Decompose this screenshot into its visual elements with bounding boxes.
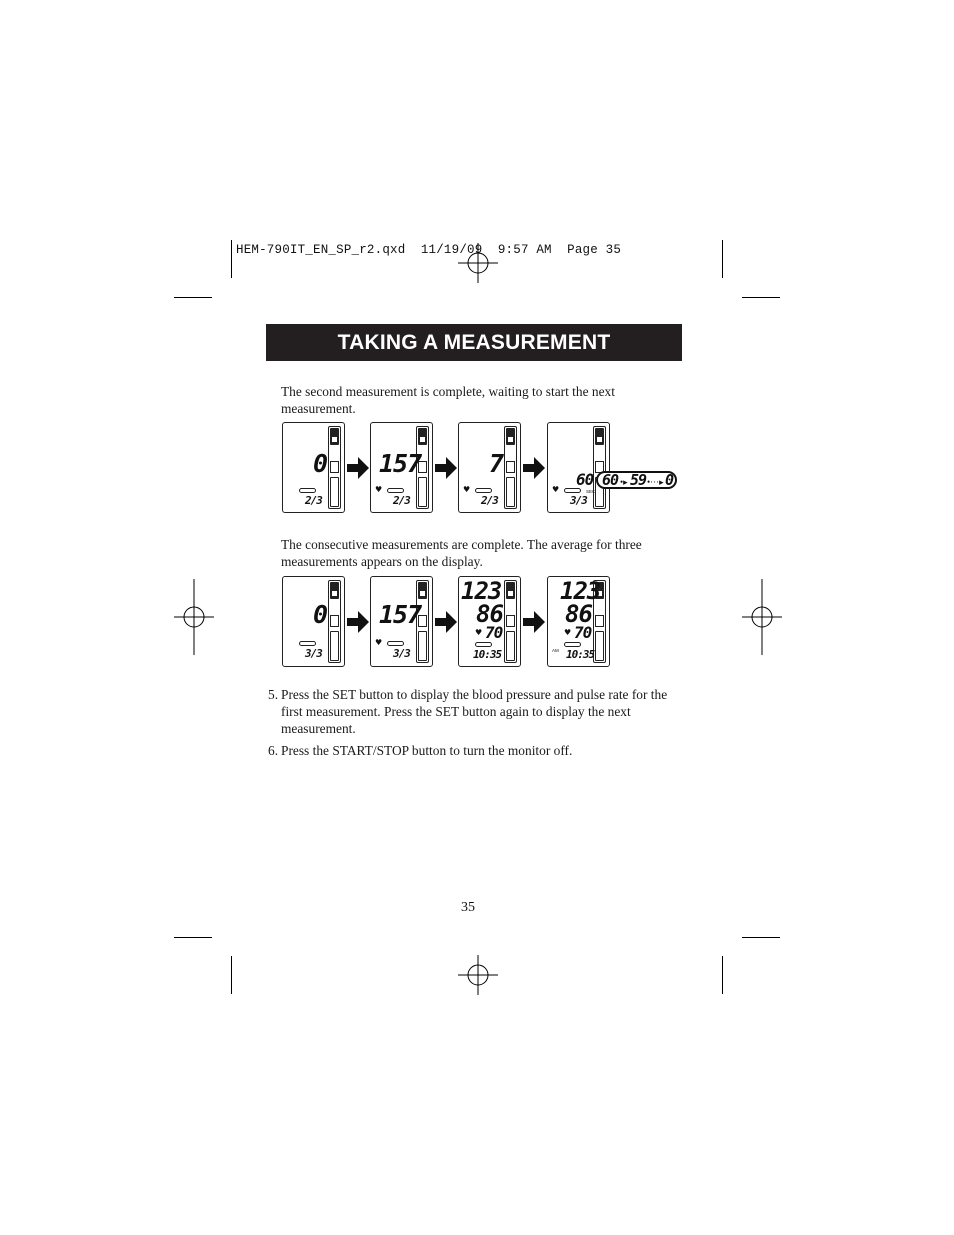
section-title-banner: TAKING A MEASUREMENT (266, 324, 682, 361)
step-text: Press the SET button to display the blood pressure and pulse rate for the first measurement. Press the SET button again to display the next measurement. (281, 687, 668, 736)
crop-mark (231, 956, 232, 994)
memory-count: 3/3 (305, 647, 322, 660)
registration-mark-icon (174, 579, 214, 655)
lcd-screen (370, 576, 433, 667)
lcd-screen (458, 576, 521, 667)
lcd-screen (458, 422, 521, 513)
lcd-screen (547, 576, 610, 667)
user-a-icon (418, 428, 427, 445)
heart-icon: ♥ (475, 628, 483, 637)
lcd-screen (547, 422, 610, 513)
heart-icon: ♥ (564, 628, 572, 637)
crop-mark (722, 240, 723, 278)
crop-mark (742, 937, 780, 938)
step-item (268, 686, 678, 738)
right-arrow-icon (435, 457, 457, 479)
right-arrow-icon (435, 611, 457, 633)
registration-mark-icon (458, 243, 498, 283)
lcd-screen (282, 576, 345, 667)
file-slug: HEM-790IT_EN_SP_r2.qxd 11/19/09 9:57 AM Page 35 (236, 243, 622, 257)
memory-indicator-icon (564, 488, 581, 493)
memory-indicator-icon (299, 641, 316, 646)
reading-value: 157 (379, 449, 422, 478)
crop-mark (742, 297, 780, 298)
right-arrow-icon (523, 611, 545, 633)
memory-indicator-icon (475, 488, 492, 493)
memory-indicator-icon (475, 642, 492, 647)
memory-count: 2/3 (393, 494, 410, 507)
reading-value: 157 (379, 600, 422, 629)
countdown-next: 59 (630, 471, 647, 489)
memory-count: 2/3 (481, 494, 498, 507)
registration-mark-icon (458, 955, 498, 995)
crop-mark (231, 240, 232, 278)
memory-count: 2/3 (305, 494, 322, 507)
memory-indicator-icon (564, 642, 581, 647)
diastolic-value: 86 (476, 600, 503, 628)
dot-arrow: •▸ (620, 477, 628, 487)
step-number: 6. (268, 743, 279, 758)
heart-icon: ♥ (375, 638, 383, 647)
heart-icon: ♥ (552, 485, 560, 494)
crop-mark (174, 297, 212, 298)
reading-value: 0 (313, 600, 328, 629)
lcd-screen (282, 422, 345, 513)
user-a-icon (506, 428, 515, 445)
user-a-icon (595, 428, 604, 445)
section1-paragraph: The second measurement is complete, waiting to start the next measurement. (281, 384, 615, 416)
right-arrow-icon (523, 457, 545, 479)
page-number: 35 (461, 900, 475, 915)
memory-count: 3/3 (570, 494, 587, 507)
dot-arrow: •···▸ (647, 477, 664, 487)
time-value: 10:35 (566, 648, 595, 661)
pulse-value: 70 (574, 623, 592, 642)
time-value: 10:35 (473, 648, 502, 661)
heart-icon: ♥ (463, 485, 471, 494)
step-text: Press the START/STOP button to turn the monitor off. (281, 743, 573, 758)
right-arrow-icon (347, 457, 369, 479)
user-a-icon (418, 582, 427, 599)
reading-value: 0 (313, 449, 328, 478)
am-indicator: AM (552, 648, 559, 653)
memory-indicator-icon (299, 488, 316, 493)
user-a-icon (506, 582, 515, 599)
countdown-end: 0 (665, 471, 674, 489)
memory-count: 3/3 (393, 647, 410, 660)
crop-mark (722, 956, 723, 994)
systolic-value: 123 (560, 577, 601, 605)
diastolic-value: 86 (565, 600, 592, 628)
pulse-value: 70 (485, 623, 503, 642)
seconds-unit: SEC (586, 489, 596, 494)
countdown-callout (596, 471, 677, 489)
step-item (268, 742, 678, 760)
registration-mark-icon (742, 579, 782, 655)
step-number: 5. (268, 687, 279, 702)
countdown-value: 60 (576, 470, 594, 489)
section2-paragraph: The consecutive measurements are complete. The average for three measurements appears on the display. (281, 537, 642, 569)
countdown-start: 60 (602, 471, 619, 489)
heart-icon: ♥ (375, 485, 383, 494)
reading-value: 7 (489, 449, 504, 478)
right-arrow-icon (347, 611, 369, 633)
memory-indicator-icon (387, 641, 404, 646)
systolic-value: 123 (461, 577, 502, 605)
user-a-icon (330, 428, 339, 445)
lcd-screen (370, 422, 433, 513)
memory-indicator-icon (387, 488, 404, 493)
crop-mark (174, 937, 212, 938)
user-a-icon (330, 582, 339, 599)
